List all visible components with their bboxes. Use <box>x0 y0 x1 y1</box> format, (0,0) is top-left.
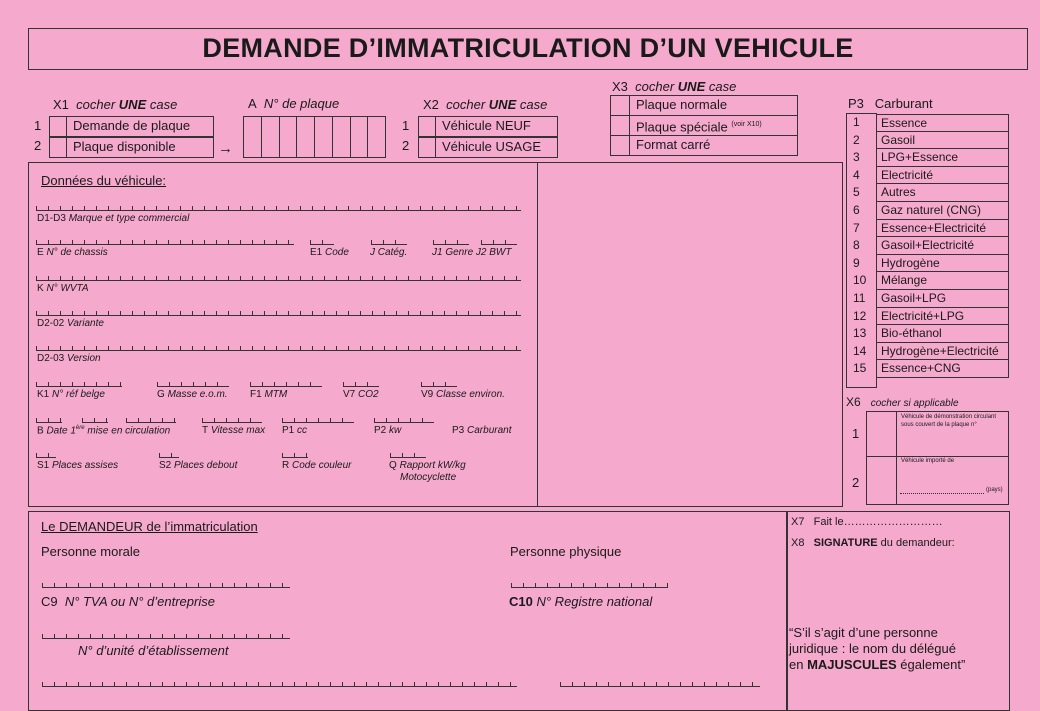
plate-header <box>248 96 339 111</box>
e-label <box>37 247 108 258</box>
s2-field[interactable] <box>159 453 179 458</box>
v9-code: V9 <box>421 389 434 400</box>
k1-text: N° réf belge <box>52 389 105 400</box>
d202-label <box>37 318 104 329</box>
fuel-option-label: Electricité <box>876 167 1009 185</box>
fuel-option[interactable] <box>846 255 1009 273</box>
fuel-option-label: Mélange <box>876 272 1009 290</box>
q-field[interactable] <box>390 453 426 458</box>
k-field[interactable] <box>36 276 521 281</box>
p2-label <box>374 425 401 436</box>
fuel-option-number: 8 <box>853 238 860 253</box>
c9-text: N° TVA ou N° d’entreprise <box>64 594 215 609</box>
j1-field[interactable] <box>433 240 469 245</box>
x8-code: X8 <box>791 537 805 549</box>
fuel-option-label: Essence+CNG <box>876 360 1009 378</box>
x2-option-1: Véhicule NEUF <box>435 116 558 137</box>
x3-option-2-label: Plaque spéciale <box>636 119 728 135</box>
x1-checkbox-2[interactable] <box>49 137 67 158</box>
v7-code: V7 <box>343 389 356 400</box>
x6-checkbox-2[interactable] <box>866 456 897 505</box>
t-label <box>202 425 265 436</box>
b-year-field[interactable] <box>126 418 176 423</box>
vehicle-heading: Données du véhicule: <box>41 173 167 188</box>
v9-label <box>421 389 505 400</box>
g-label <box>157 389 228 400</box>
note-line-3 <box>789 657 965 673</box>
s1-text: Places assises <box>52 460 119 471</box>
fuel-option-label: Gasoil <box>876 132 1009 150</box>
p1-text: cc <box>297 425 308 436</box>
f1-code: F1 <box>250 389 262 400</box>
fuel-option[interactable] <box>846 290 1009 308</box>
s2-text: Places debout <box>174 460 238 471</box>
b-text: Date 1 <box>46 425 76 437</box>
x1-header <box>53 97 177 112</box>
unit-label <box>78 643 228 658</box>
k1-field[interactable] <box>36 382 122 387</box>
x6-num-2: 2 <box>852 475 860 490</box>
q-label2: Motocyclette <box>400 472 457 483</box>
f1-label <box>250 389 287 400</box>
x2-instruction: cocher <box>446 97 486 112</box>
p2-code: P2 <box>374 425 387 436</box>
d203-field[interactable] <box>36 346 521 351</box>
fuel-option-number: 12 <box>853 308 867 323</box>
c9-code: C9 <box>41 594 58 609</box>
fuel-option-label: Electricité+LPG <box>876 308 1009 326</box>
applicant-extra-field[interactable] <box>560 682 760 687</box>
d203-text: Version <box>67 353 101 364</box>
j-code: J <box>370 247 375 258</box>
fuel-option-number: 5 <box>853 185 860 200</box>
x3-checkbox-1[interactable] <box>610 95 630 116</box>
x6-label: cocher si applicable <box>870 398 959 409</box>
x3-checkbox-3[interactable] <box>610 135 630 156</box>
x1-code: X1 <box>53 97 69 112</box>
x6-suffix: (pays) <box>986 487 1003 493</box>
j1-label <box>432 247 511 258</box>
signature-note <box>789 625 965 673</box>
x6-header <box>846 395 959 409</box>
fuel-option[interactable] <box>846 308 1009 326</box>
r-code: R <box>282 460 290 471</box>
x6-code: X6 <box>846 395 861 409</box>
f1-text: MTM <box>264 389 288 400</box>
d203-label <box>37 353 101 364</box>
t-code: T <box>202 425 209 436</box>
fuel-option[interactable] <box>846 132 1009 150</box>
fuel-option-label: Gasoil+LPG <box>876 290 1009 308</box>
fuel-option-number: 10 <box>853 273 867 288</box>
k1-label <box>37 389 105 400</box>
x2-checkbox-2[interactable] <box>418 137 436 158</box>
fuel-option-label: Bio-éthanol <box>876 325 1009 343</box>
page-title: DEMANDE D’IMMATRICULATION D’UN VEHICULE <box>202 33 854 63</box>
r-label <box>282 460 352 471</box>
s2-code: S2 <box>159 460 172 471</box>
x3-instruction: cocher <box>635 79 675 94</box>
q-code: Q <box>389 460 397 471</box>
e-text: N° de chassis <box>46 247 108 258</box>
p3-ref-code: P3 <box>452 425 465 436</box>
s2-label <box>159 460 237 471</box>
fuel-option-label: Hydrogène+Electricité <box>876 343 1009 361</box>
v9-field[interactable] <box>421 382 457 387</box>
b-month-field[interactable] <box>82 418 108 423</box>
note-line-2: juridique : le nom du délégué <box>789 641 956 656</box>
r-text: Code couleur <box>292 460 352 471</box>
plate-number-input[interactable] <box>243 116 386 158</box>
x1-instruction-tail: case <box>149 97 178 112</box>
fuel-option-label: Essence+Electricité <box>876 220 1009 238</box>
x6-text-1: Véhicule de démonstration circulant sous couvert de la plaque n° <box>901 414 997 428</box>
b-tail: mise en circulation <box>87 425 171 437</box>
x1-num-1: 1 <box>34 118 42 133</box>
v7-text: CO2 <box>358 389 379 400</box>
e-code: E <box>37 247 44 258</box>
v7-label <box>343 389 379 400</box>
plate-code: A <box>248 96 257 111</box>
fuel-option-label: Hydrogène <box>876 255 1009 273</box>
vehicle-divider <box>537 162 538 507</box>
j2-code: J2 <box>475 247 487 258</box>
x6-checkbox-1[interactable] <box>866 411 897 457</box>
s1-label <box>37 460 118 471</box>
j2-field[interactable] <box>481 240 517 245</box>
v9-text: Classe environ. <box>436 389 505 400</box>
x3-checkbox-2[interactable] <box>610 115 630 136</box>
x1-instruction: cocher <box>76 97 116 112</box>
d203-code: D2-03 <box>37 353 65 364</box>
unit-field[interactable] <box>42 634 290 639</box>
c10-text: N° Registre national <box>536 594 653 609</box>
q-text: Rapport kW/kg <box>399 460 466 471</box>
x2-option-2: Véhicule USAGE <box>435 137 558 158</box>
q-label <box>389 460 466 471</box>
fuel-option-number: 13 <box>853 326 867 341</box>
g-text: Masse e.o.m. <box>167 389 228 400</box>
unit-text: N° d’unité d’établissement <box>78 643 229 658</box>
fuel-option-number: 2 <box>853 132 860 147</box>
fuel-option-label: Autres <box>876 184 1009 202</box>
x2-checkbox-1[interactable] <box>418 116 436 137</box>
d202-text: Variante <box>67 318 104 329</box>
fuel-option-number: 14 <box>853 343 867 358</box>
p3-label: Carburant <box>874 96 933 111</box>
x3-option-2-note: (voir X10) <box>731 121 762 128</box>
e1-text: Code <box>325 247 349 258</box>
fuel-option-number: 7 <box>853 220 860 235</box>
v7-field[interactable] <box>343 382 379 387</box>
x1-option-1: Demande de plaque <box>66 116 214 137</box>
d202-field[interactable] <box>36 311 521 316</box>
physical-person-label: Personne physique <box>510 544 622 559</box>
p2-text: kw <box>389 425 402 436</box>
fuel-option[interactable] <box>846 184 1009 202</box>
applicant-box <box>28 511 788 711</box>
applicant-name-field[interactable] <box>42 682 517 687</box>
x2-header <box>423 97 547 112</box>
fuel-option-label: Gaz naturel (CNG) <box>876 202 1009 220</box>
s1-code: S1 <box>37 460 50 471</box>
fuel-option-label: Gasoil+Electricité <box>876 237 1009 255</box>
j-label <box>370 247 407 258</box>
x1-checkbox-1[interactable] <box>49 116 67 137</box>
p3-ref-text: Carburant <box>467 425 512 436</box>
e1-code: E1 <box>310 247 323 258</box>
f1-field[interactable] <box>250 382 322 387</box>
p1-code: P1 <box>282 425 295 436</box>
x2-num-1: 1 <box>402 118 410 133</box>
x2-instruction-bold: UNE <box>488 97 517 112</box>
fuel-option[interactable] <box>846 149 1009 167</box>
s1-field[interactable] <box>36 453 56 458</box>
title-box <box>28 28 1028 70</box>
k-code: K <box>37 283 44 294</box>
g-code: G <box>157 389 165 400</box>
b-day-field[interactable] <box>36 418 62 423</box>
k-text: N° WVTA <box>46 283 89 294</box>
x8-row <box>791 537 955 549</box>
fuel-option-number: 4 <box>853 167 860 182</box>
x1-option-2: Plaque disponible <box>66 137 214 158</box>
b-code: B <box>37 425 44 437</box>
x2-num-2: 2 <box>402 138 410 153</box>
signature-field[interactable] <box>790 555 1004 625</box>
c10-label <box>509 594 652 609</box>
j1-code: J1 <box>432 247 443 258</box>
x3-header <box>612 79 736 94</box>
x3-instruction-tail: case <box>708 79 737 94</box>
d1d3-label <box>37 213 189 224</box>
fuel-option-number: 6 <box>853 203 860 217</box>
p1-field[interactable] <box>282 418 354 423</box>
p3-code: P3 <box>848 96 864 111</box>
fuel-option[interactable] <box>846 167 1009 185</box>
j2-text: BWT <box>489 247 512 258</box>
moral-person-label: Personne morale <box>41 544 140 559</box>
c10-code: C10 <box>509 594 533 609</box>
fuel-option[interactable] <box>846 114 1009 132</box>
j-text: Catég. <box>377 247 408 258</box>
b-label <box>37 425 170 436</box>
p1-label <box>282 425 307 436</box>
x3-instruction-bold: UNE <box>677 79 706 94</box>
p3-header <box>848 96 933 111</box>
j-field[interactable] <box>371 240 407 245</box>
b-sup: ère <box>75 425 85 431</box>
t-text: Vitesse max <box>210 425 266 436</box>
fuel-option-number: 3 <box>853 150 860 165</box>
fuel-option[interactable] <box>846 202 1009 220</box>
x6-text-2: Véhicule importé de <box>901 458 955 464</box>
fuel-option-label: LPG+Essence <box>876 149 1009 167</box>
p3-ref-label <box>452 425 511 436</box>
d1d3-field[interactable] <box>36 206 521 211</box>
e-field[interactable] <box>36 240 294 245</box>
x8-label: du demandeur: <box>880 537 955 549</box>
fuel-option-number: 11 <box>853 291 866 305</box>
fuel-option-label: Essence <box>876 114 1009 132</box>
k1-code: K1 <box>37 389 50 400</box>
j1-text: Genre <box>445 247 474 258</box>
arrow-icon: → <box>218 140 233 157</box>
k-label <box>37 283 89 294</box>
g-field[interactable] <box>157 382 229 387</box>
x1-num-2: 2 <box>34 138 42 153</box>
e1-label <box>310 247 349 258</box>
d1d3-code: D1-D3 <box>37 213 66 224</box>
x3-option-2 <box>629 115 798 136</box>
x2-instruction-tail: case <box>519 97 548 112</box>
c10-field[interactable] <box>511 583 668 588</box>
fuel-option[interactable] <box>846 272 1009 290</box>
fuel-option[interactable] <box>846 325 1009 343</box>
d202-code: D2-02 <box>37 318 65 329</box>
x6-num-1: 1 <box>852 426 860 441</box>
applicant-heading: Le DEMANDEUR de l’immatriculation <box>41 519 258 534</box>
x3-option-1: Plaque normale <box>629 95 798 116</box>
x7-row <box>791 516 943 528</box>
e1-field[interactable] <box>310 240 334 245</box>
d1d3-text: Marque et type commercial <box>68 213 190 224</box>
fuel-option[interactable] <box>846 343 1009 361</box>
fuel-option-number: 1 <box>853 115 860 129</box>
fuel-option[interactable] <box>846 360 1009 378</box>
plate-label: N° de plaque <box>263 96 340 111</box>
c9-field[interactable] <box>42 583 290 588</box>
x8-label-bold: SIGNATURE <box>813 537 878 549</box>
fuel-option-number: 9 <box>853 255 860 270</box>
fuel-option-number: 15 <box>853 361 867 376</box>
x7-code: X7 <box>791 516 805 528</box>
x7-label: Fait le……………………… <box>813 516 943 528</box>
note-line-3-post: également” <box>900 657 966 672</box>
note-line-1: “S’il s’agit d’une personne <box>789 625 938 640</box>
t-field[interactable] <box>202 418 262 423</box>
x3-code: X3 <box>612 79 628 94</box>
p2-field[interactable] <box>374 418 434 423</box>
x3-option-3: Format carré <box>629 135 798 156</box>
r-field[interactable] <box>282 453 308 458</box>
x6-country-field[interactable] <box>900 493 984 494</box>
note-line-3-pre: en <box>789 657 804 672</box>
x2-code: X2 <box>423 97 439 112</box>
note-line-3-bold: MAJUSCULES <box>807 657 897 672</box>
fuel-option[interactable] <box>846 220 1009 238</box>
x1-instruction-bold: UNE <box>118 97 147 112</box>
fuel-option[interactable] <box>846 237 1009 255</box>
c9-label <box>41 594 215 609</box>
